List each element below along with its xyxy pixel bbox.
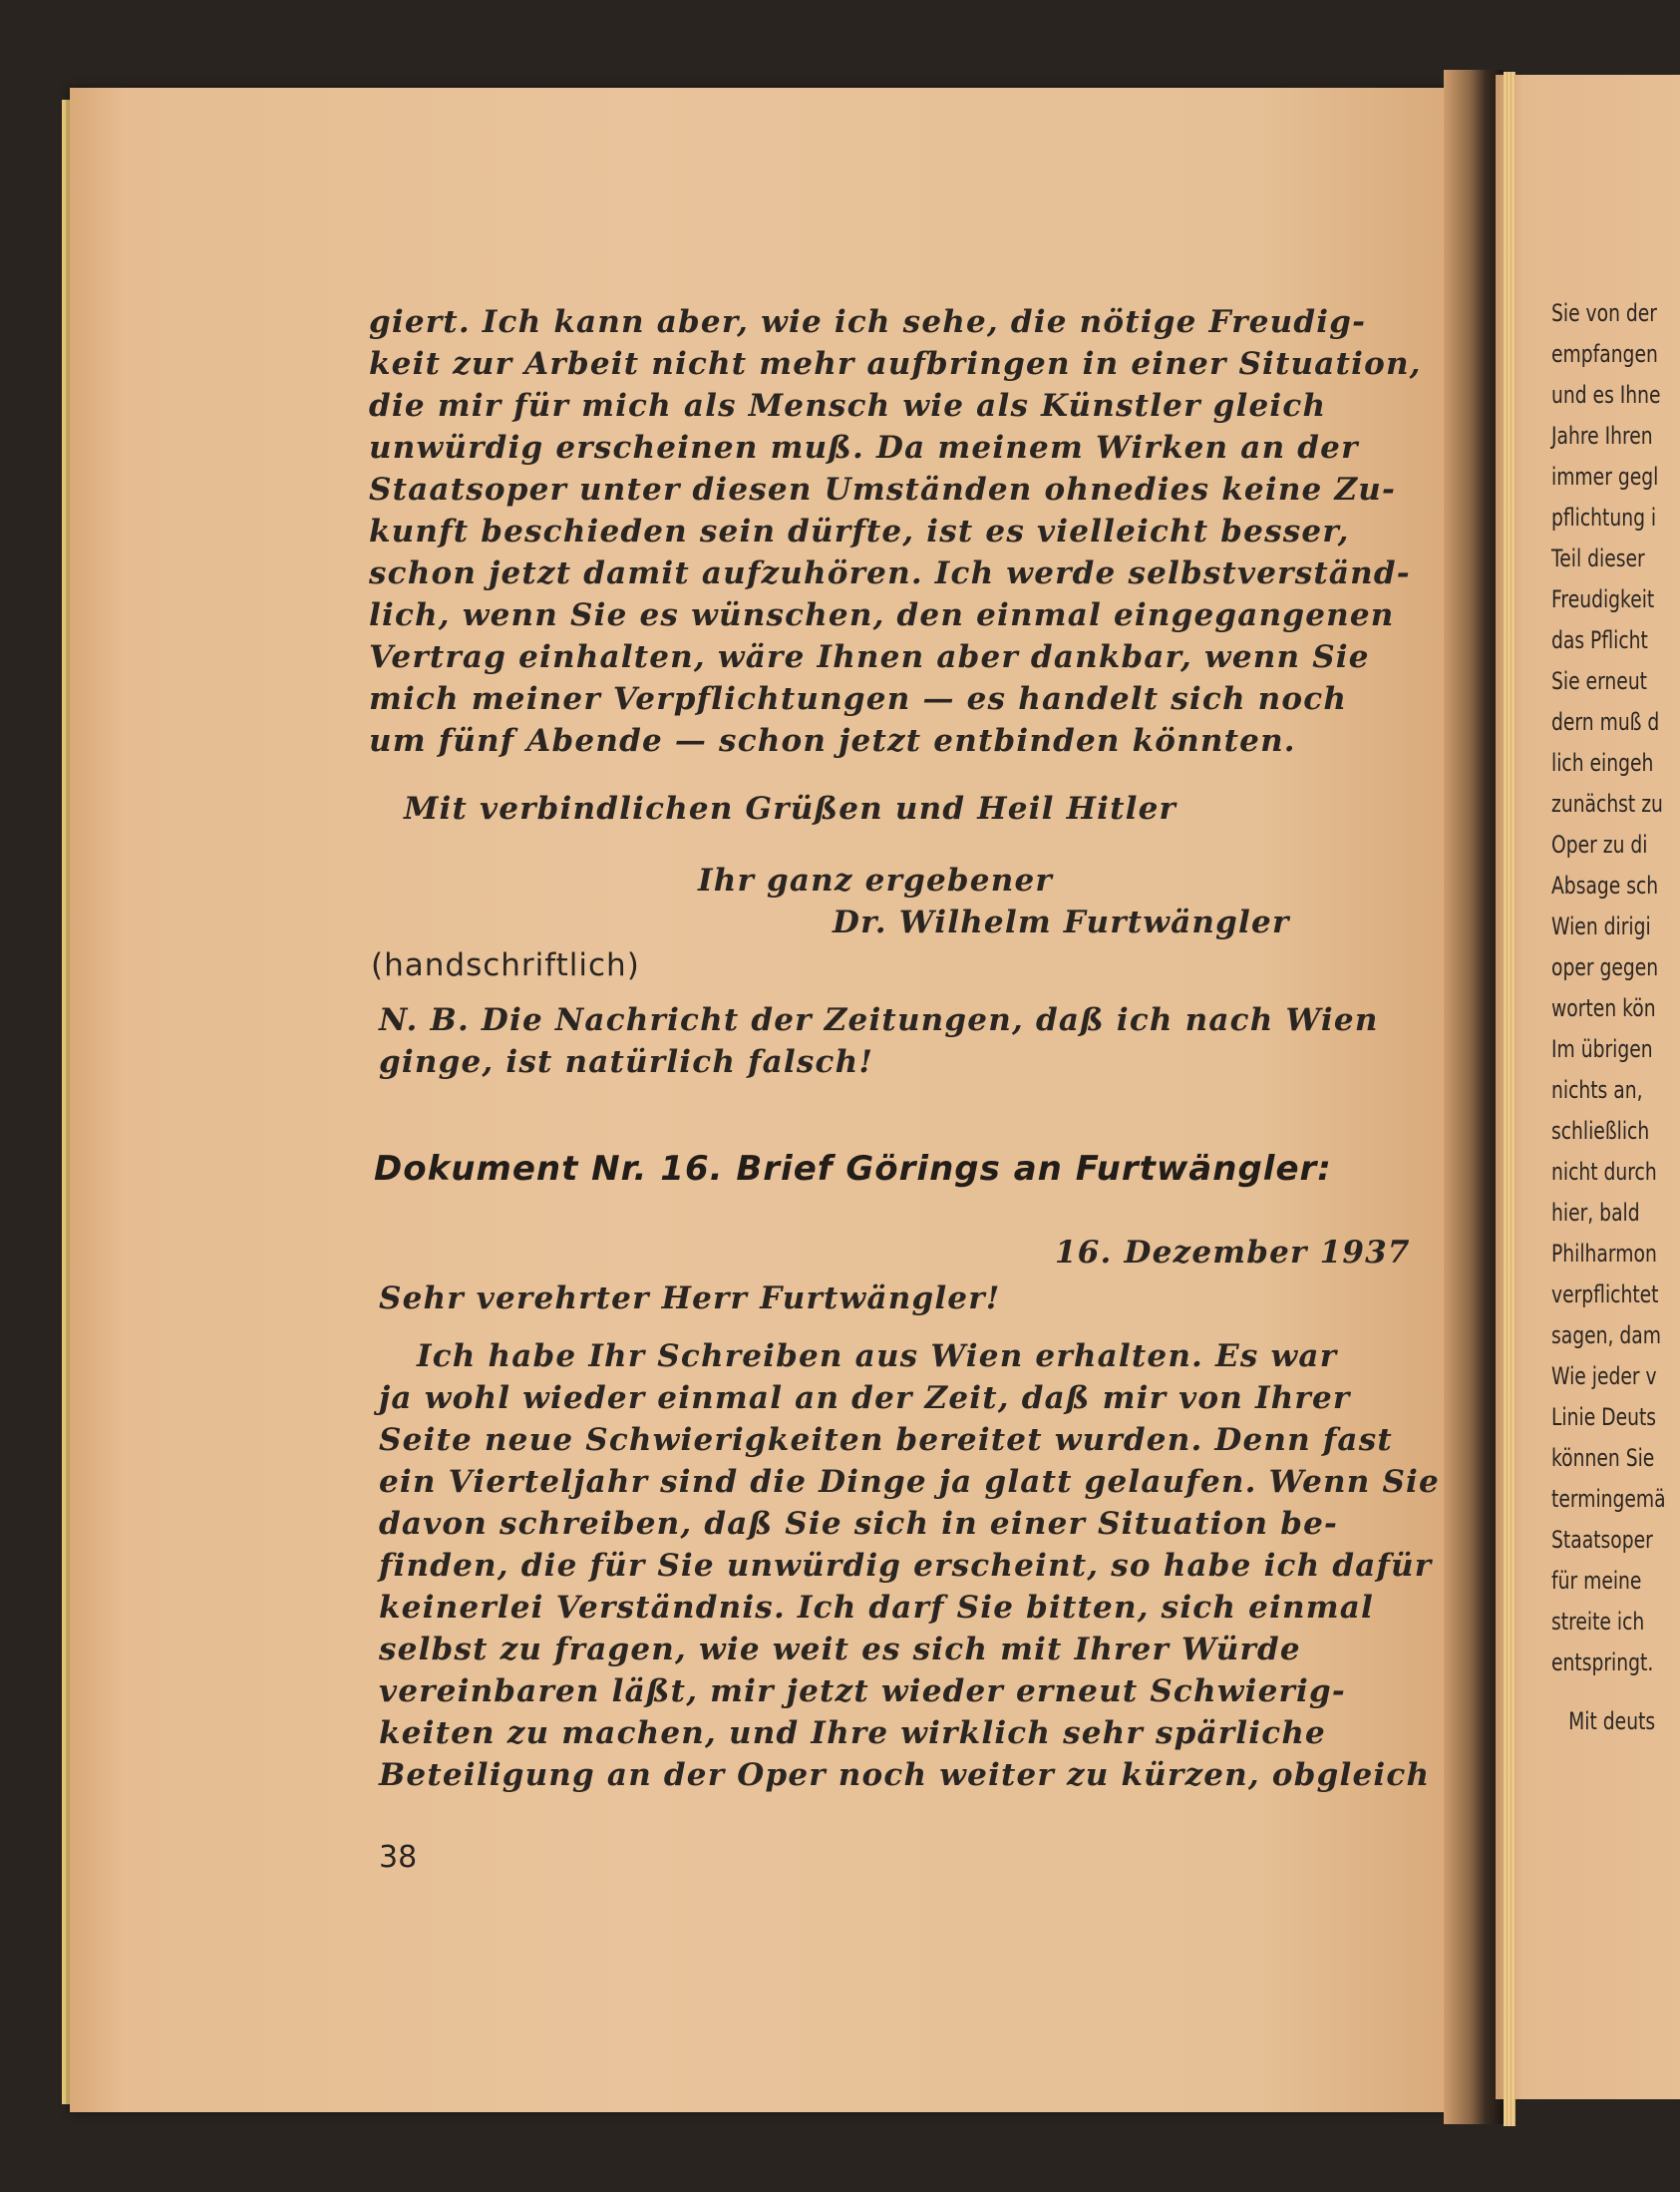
text-line: davon schreiben, daß Sie sich in einer Situation be-: [379, 1506, 1339, 1542]
salutation: Sehr verehrter Herr Furtwängler!: [379, 1280, 1001, 1316]
page-edges-right: [1504, 72, 1515, 2126]
text-line: dern muß d: [1551, 708, 1660, 736]
text-line: hier, bald: [1551, 1199, 1640, 1227]
text-line: Im übrigen: [1551, 1035, 1653, 1063]
text-line: unwürdig erscheinen muß. Da meinem Wirken an der: [369, 430, 1359, 466]
text-line: Philharmon: [1551, 1240, 1657, 1268]
text-line: Wien dirigi: [1551, 913, 1651, 940]
signature-line: Dr. Wilhelm Furtwängler: [833, 905, 1290, 940]
text-line: keit zur Arbeit nicht mehr aufbringen in einer Situation,: [369, 346, 1422, 382]
nb-line: N. B. Die Nachricht der Zeitungen, daß ich nach Wien: [379, 1002, 1379, 1038]
book-gutter: [1444, 70, 1504, 2124]
text-line: selbst zu fragen, wie weit es sich mit Ihrer Würde: [379, 1632, 1301, 1667]
text-line: entspringt.: [1551, 1648, 1654, 1676]
text-line: die mir für mich als Mensch wie als Künstler gleich: [369, 388, 1327, 424]
text-line: Absage sch: [1551, 872, 1659, 900]
text-line: Wie jeder v: [1551, 1362, 1657, 1390]
text-line: Sie erneut: [1551, 667, 1648, 695]
text-line: lich, wenn Sie es wünschen, den einmal eingegangenen: [369, 597, 1395, 633]
text-line: schon jetzt damit aufzuhören. Ich werde selbstverständ-: [369, 555, 1411, 591]
text-line: streite ich: [1551, 1608, 1645, 1636]
text-line: Staatsoper: [1551, 1526, 1653, 1554]
text-line: finden, die für Sie unwürdig erscheint, so habe ich dafür: [379, 1548, 1433, 1584]
nb-line: ginge, ist natürlich falsch!: [379, 1044, 874, 1080]
text-line: Oper zu di: [1551, 831, 1648, 859]
text-line: mich meiner Verpflichtungen — es handelt sich noch: [369, 681, 1348, 717]
text-line: für meine: [1551, 1567, 1642, 1595]
text-line: Teil dieser: [1551, 545, 1645, 572]
text-line: um fünf Abende — schon jetzt entbinden könnten.: [369, 723, 1296, 759]
text-line: worten kön: [1551, 994, 1656, 1022]
text-line: das Pflicht: [1551, 626, 1648, 654]
text-line: Linie Deuts: [1551, 1403, 1657, 1431]
text-line: Jahre Ihren: [1551, 422, 1653, 450]
text-line: Seite neue Schwierigkeiten bereitet wurden. Denn fast: [379, 1422, 1393, 1458]
text-line: Freudigkeit: [1551, 585, 1655, 613]
text-line: empfangen: [1551, 340, 1658, 368]
text-line: und es Ihne: [1551, 381, 1661, 409]
text-line: können Sie: [1551, 1444, 1655, 1472]
text-line: zunächst zu: [1551, 790, 1663, 818]
text-line: verpflichtet: [1551, 1280, 1659, 1308]
text-line: giert. Ich kann aber, wie ich sehe, die nötige Freudig-: [369, 304, 1367, 340]
document-heading: Dokument Nr. 16. Brief Görings an Furtwängler:: [374, 1149, 1332, 1189]
handwritten-note: (handschriftlich): [371, 947, 640, 983]
page-number: 38: [379, 1840, 418, 1875]
text-line: Sie von der: [1551, 299, 1657, 327]
text-line: sagen, dam: [1551, 1321, 1661, 1349]
text-line: Beteiligung an der Oper noch weiter zu kürzen, obgleich: [379, 1757, 1431, 1793]
text-line: termingemä: [1551, 1485, 1666, 1513]
text-line: vereinbaren läßt, mir jetzt wieder erneut Schwierig-: [379, 1673, 1346, 1709]
text-line: Staatsoper unter diesen Umständen ohnedies keine Zu-: [369, 472, 1397, 508]
text-line: Mit deuts: [1568, 1707, 1656, 1735]
text-line: nichts an,: [1551, 1076, 1643, 1104]
text-line: Vertrag einhalten, wäre Ihnen aber dankbar, wenn Sie: [369, 639, 1370, 675]
letter-date: 16. Dezember 1937: [1055, 1235, 1411, 1271]
text-line: ein Vierteljahr sind die Dinge ja glatt gelaufen. Wenn Sie: [379, 1464, 1440, 1500]
text-line: lich eingeh: [1551, 749, 1654, 777]
text-line: pflichtung i: [1551, 504, 1657, 532]
text-line: schließlich: [1551, 1117, 1650, 1145]
closing-line: Mit verbindlichen Grüßen und Heil Hitler: [404, 791, 1177, 827]
signoff-line: Ihr ganz ergebener: [698, 863, 1053, 899]
text-line: immer gegl: [1551, 463, 1659, 491]
text-line: ja wohl wieder einmal an der Zeit, daß mir von Ihrer: [379, 1380, 1351, 1416]
text-line: Ich habe Ihr Schreiben aus Wien erhalten. Es war: [417, 1338, 1338, 1374]
text-line: oper gegen: [1551, 953, 1659, 981]
text-line: nicht durch: [1551, 1158, 1657, 1186]
text-line: keiten zu machen, und Ihre wirklich sehr spärliche: [379, 1715, 1326, 1751]
text-line: keinerlei Verständnis. Ich darf Sie bitten, sich einmal: [379, 1590, 1375, 1626]
text-line: kunft beschieden sein dürfte, ist es vielleicht besser,: [369, 514, 1350, 549]
